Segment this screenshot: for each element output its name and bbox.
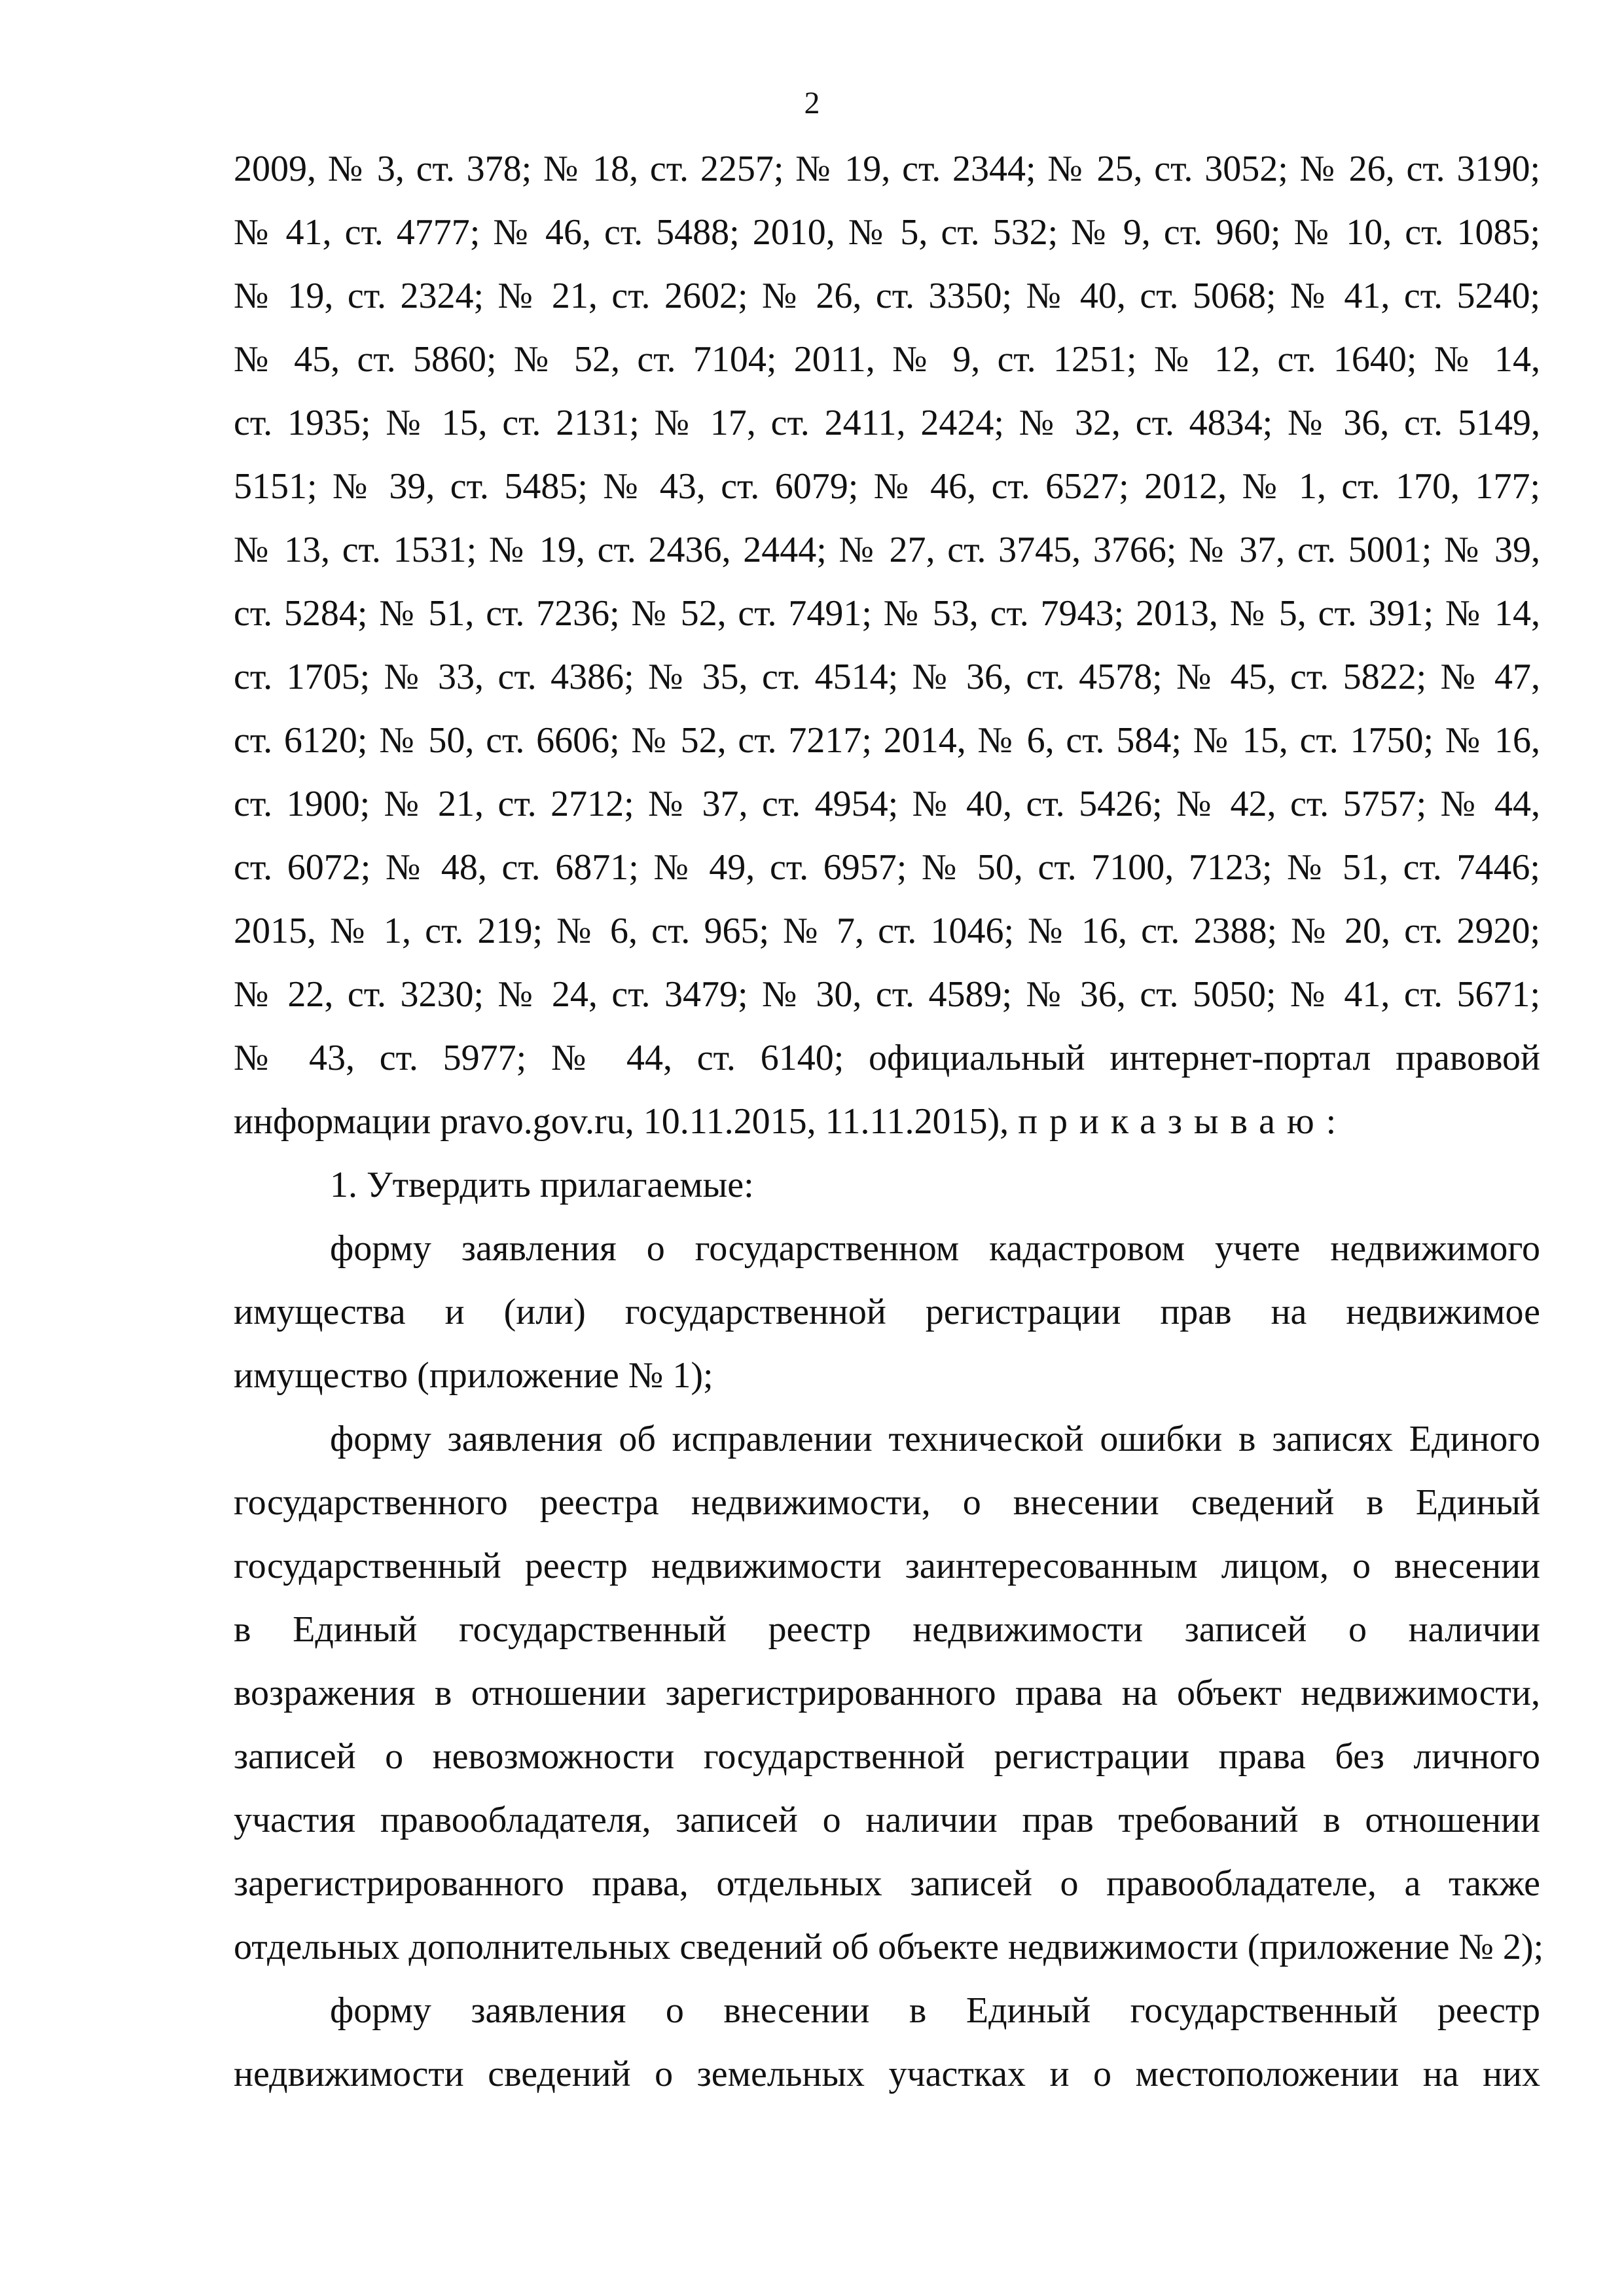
text-line: возражения в отношении зарегистрированного права на объект недвижимости, [234,1673,1540,1713]
item-1-heading: 1. Утвердить прилагаемые: [330,1165,754,1205]
text-line: 5151; № 39, ст. 5485; № 43, ст. 6079; № 46, ст. 6527; 2012, № 1, ст. 170, 177; [234,466,1540,507]
text-line: в Единый государственный реестр недвижимости записей о наличии [234,1609,1540,1650]
text-line: государственный реестр недвижимости заинтересованным лицом, о внесении [234,1546,1540,1586]
text-line: государственного реестра недвижимости, о внесении сведений в Единый [234,1482,1540,1523]
text-line: отдельных дополнительных сведений об объекте недвижимости (приложение № 2); [234,1927,1544,1967]
text-line: 2015, № 1, ст. 219; № 6, ст. 965; № 7, ст. 1046; № 16, ст. 2388; № 20, ст. 2920; [234,911,1540,951]
text-line: № 13, ст. 1531; № 19, ст. 2436, 2444; № 27, ст. 3745, 3766; № 37, ст. 5001; № 39, [234,530,1540,570]
text-line: записей о невозможности государственной регистрации права без личного [234,1736,1540,1777]
text-line: участия правообладателя, записей о наличии прав требований в отношении [234,1800,1540,1840]
text-line: форму заявления о государственном кадастровом учете недвижимого [330,1228,1540,1269]
text-line: ст. 6120; № 50, ст. 6606; № 52, ст. 7217; 2014, № 6, ст. 584; № 15, ст. 1750; № 16, [234,720,1540,761]
page-number: 2 [804,86,820,120]
text-line-order [234,1090,1540,1154]
text-line: ст. 1935; № 15, ст. 2131; № 17, ст. 2411, 2424; № 32, ст. 4834; № 36, ст. 5149, [234,403,1540,443]
text-line: № 45, ст. 5860; № 52, ст. 7104; 2011, № 9, ст. 1251; № 12, ст. 1640; № 14, [234,339,1540,380]
text-line: имущество (приложение № 1); [234,1355,713,1396]
text-line: форму заявления об исправлении технической ошибки в записях Единого [330,1419,1540,1459]
text-line: ст. 1900; № 21, ст. 2712; № 37, ст. 4954; № 40, ст. 5426; № 42, ст. 5757; № 44, [234,784,1540,824]
text-line: № 22, ст. 3230; № 24, ст. 3479; № 30, ст. 4589; № 36, ст. 5050; № 41, ст. 5671; [234,974,1540,1015]
text-line: № 41, ст. 4777; № 46, ст. 5488; 2010, № 5, ст. 532; № 9, ст. 960; № 10, ст. 1085; [234,212,1540,253]
text-line: № 19, ст. 2324; № 21, ст. 2602; № 26, ст. 3350; № 40, ст. 5068; № 41, ст. 5240; [234,276,1540,316]
text-line-order-lead: информации pravo.gov.ru, 10.11.2015, 11.11.2015), [234,1101,1009,1142]
text-line: ст. 6072; № 48, ст. 6871; № 49, ст. 6957; № 50, ст. 7100, 7123; № 51, ст. 7446; [234,847,1540,888]
text-line: зарегистрированного права, отдельных записей о правообладателе, а также [234,1863,1540,1904]
text-line: 2009, № 3, ст. 378; № 18, ст. 2257; № 19, ст. 2344; № 25, ст. 3052; № 26, ст. 3190; [234,149,1540,189]
text-line: имущества и (или) государственной регистрации прав на недвижимое [234,1292,1540,1332]
text-line: ст. 5284; № 51, ст. 7236; № 52, ст. 7491; № 53, ст. 7943; 2013, № 5, ст. 391; № 14, [234,593,1540,634]
text-line: недвижимости сведений о земельных участках и о местоположении на них [234,2054,1540,2094]
text-line: форму заявления о внесении в Единый государственный реестр [330,1990,1540,2031]
text-line: ст. 1705; № 33, ст. 4386; № 35, ст. 4514; № 36, ст. 4578; № 45, ст. 5822; № 47, [234,657,1540,697]
order-verb: приказываю: [1018,1101,1348,1142]
document-body [234,137,1544,2106]
text-line: № 43, ст. 5977; № 44, ст. 6140; официальный интернет-портал правовой [234,1038,1540,1078]
